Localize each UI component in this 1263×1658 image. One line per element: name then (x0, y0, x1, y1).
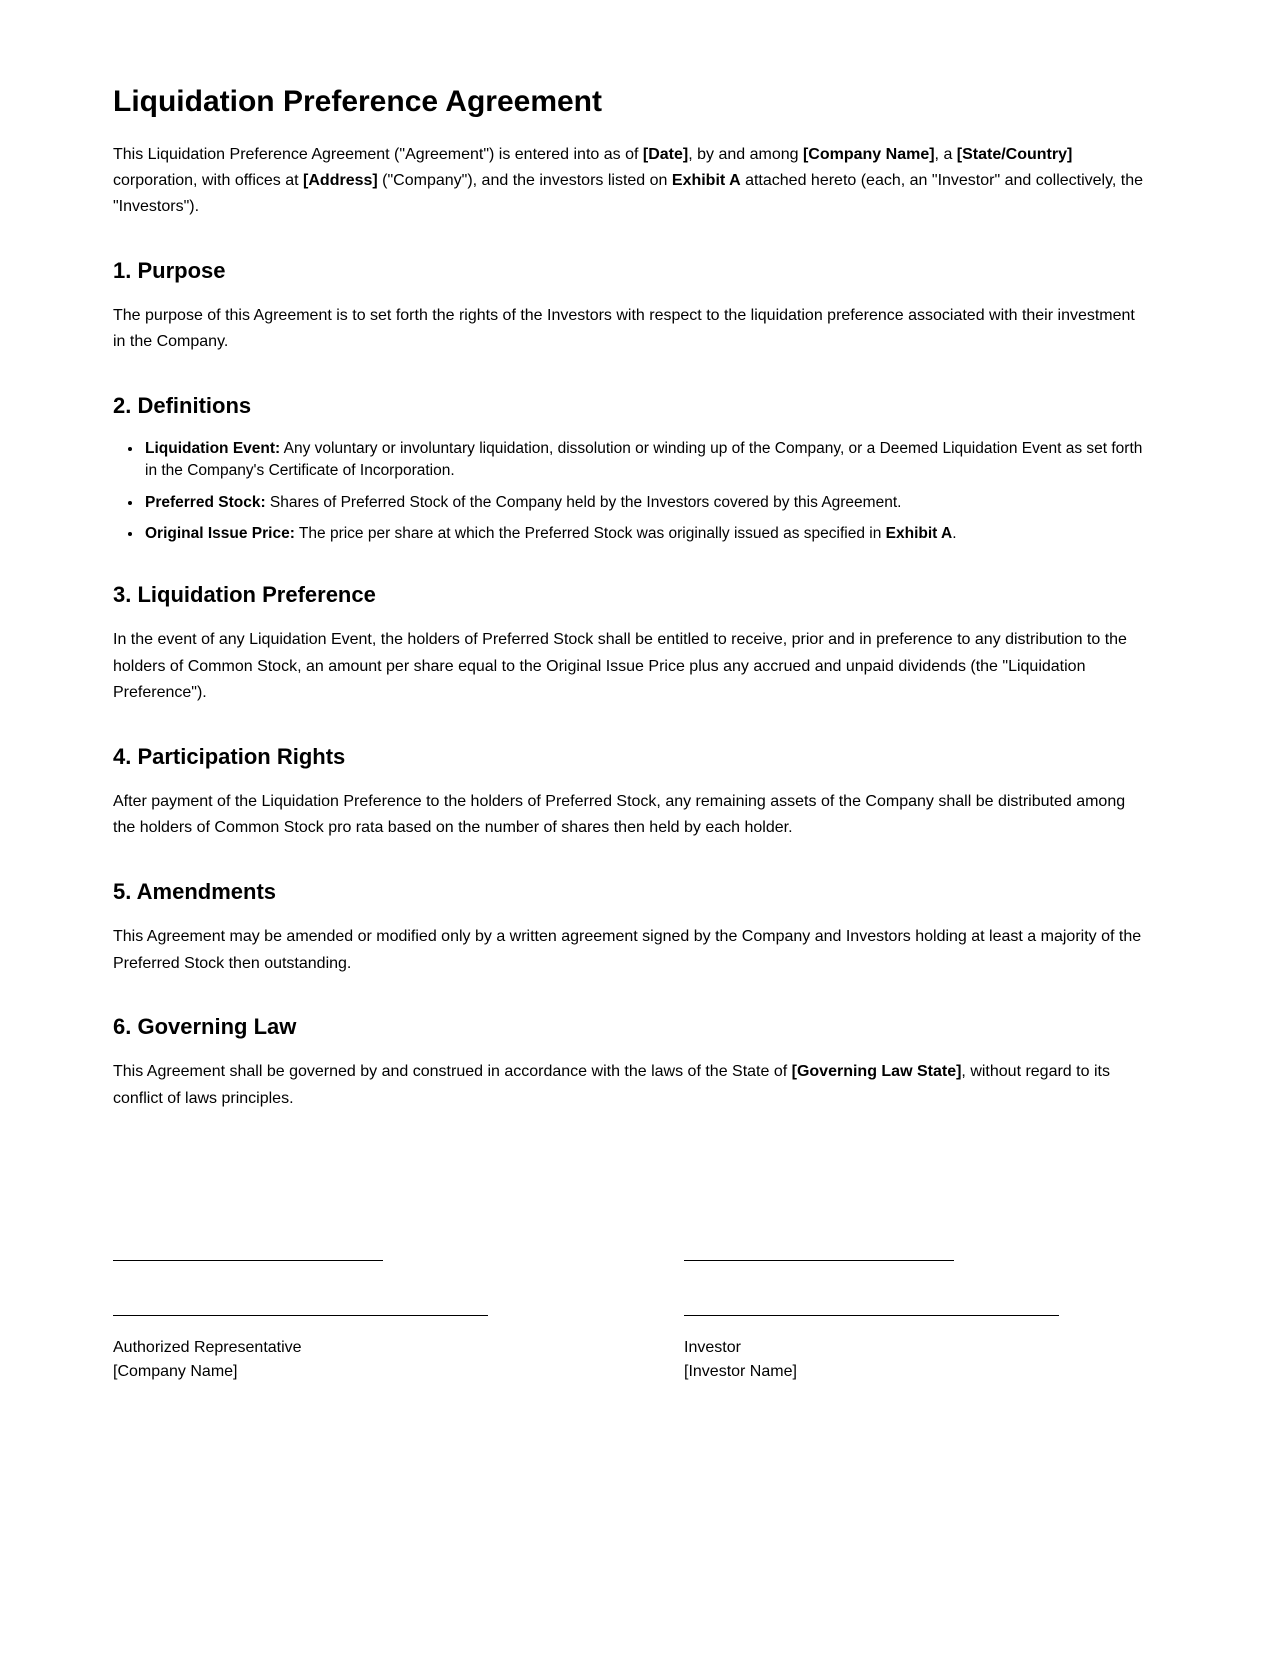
company-signature-name-label: [Company Name] (113, 1363, 238, 1381)
section-liquidation-preference-paragraph: In the event of any Liquidation Event, the holders of Preferred Stock shall be entitled to receive, prior and in preference to any distribution to the holders of Common Stock, an amount per share equal to the Original Issue Price plus any accrued and unpaid dividends (the "Liquidation Preference"). (113, 631, 1127, 702)
investor-signature-name-label: [Investor Name] (684, 1363, 797, 1381)
company-signature-line-short (113, 1260, 383, 1261)
section-participation-rights-heading: 4. Participation Rights (113, 743, 346, 769)
section-governing-law (113, 1014, 1150, 1112)
definition-item-original-issue-price: • Original Issue Price: The price per share at which the Preferred Stock was originally issued as specified in Exhibit A. (143, 523, 1150, 545)
signature-column-investor (684, 1260, 1059, 1384)
section-amendments (113, 879, 1150, 977)
signature-column-company (113, 1260, 488, 1384)
company-signature-line-long (113, 1315, 488, 1316)
definition-item-preferred-stock: • Preferred Stock: Shares of Preferred Stock of the Company held by the Investors covered by this Agreement. (143, 492, 1150, 514)
company-signature-role-label: Authorized Representative (113, 1339, 302, 1357)
section-liquidation-preference (113, 582, 1150, 707)
company-signature-labels (113, 1336, 488, 1384)
section-definitions (113, 393, 1150, 545)
page-title: Liquidation Preference Agreement (113, 85, 602, 118)
section-participation-rights (113, 744, 1150, 842)
section-amendments-heading: 5. Amendments (113, 878, 277, 904)
section-purpose-heading: 1. Purpose (113, 257, 226, 283)
section-liquidation-preference-heading: 3. Liquidation Preference (113, 581, 376, 607)
section-definitions-heading: 2. Definitions (113, 392, 252, 418)
section-participation-rights-paragraph: After payment of the Liquidation Preference to the holders of Preferred Stock, any remaining assets of the Company shall be distributed among the holders of Common Stock pro rata based on the number of shares then held by each holder. (113, 792, 1126, 837)
investor-signature-line-short (684, 1260, 954, 1261)
section-purpose (113, 258, 1150, 356)
definition-item-liquidation-event: • Liquidation Event: Any voluntary or involuntary liquidation, dissolution or winding up of the Company, or a Deemed Liquidation Event as set forth in the Company's Certificate of Incorporation. (143, 438, 1150, 481)
intro-paragraph: This Liquidation Preference Agreement ("Agreement") is entered into as of [Date], by and among [Company Name], a [State/Country] corporation, with offices at [Address] ("Company"), and the investors listed on Exhibit A attached hereto (each, an "Investor" and collectively, the "Investors"). (113, 145, 1144, 216)
section-governing-law-paragraph: This Agreement shall be governed by and construed in accordance with the laws of the State of [Governing Law State], without regard to its conflict of laws principles. (113, 1063, 1110, 1107)
section-governing-law-heading: 6. Governing Law (113, 1013, 297, 1039)
definitions-list (113, 438, 1150, 545)
section-purpose-paragraph: The purpose of this Agreement is to set forth the rights of the Investors with respect to the liquidation preference associated with their investment in the Company. (113, 307, 1135, 351)
section-amendments-paragraph: This Agreement may be amended or modified only by a written agreement signed by the Company and Investors holding at least a majority of the Preferred Stock then outstanding. (113, 928, 1142, 972)
signature-section (113, 1260, 1150, 1384)
investor-signature-labels (684, 1336, 1059, 1384)
investor-signature-role-label: Investor (684, 1339, 741, 1357)
investor-signature-line-long (684, 1315, 1059, 1316)
